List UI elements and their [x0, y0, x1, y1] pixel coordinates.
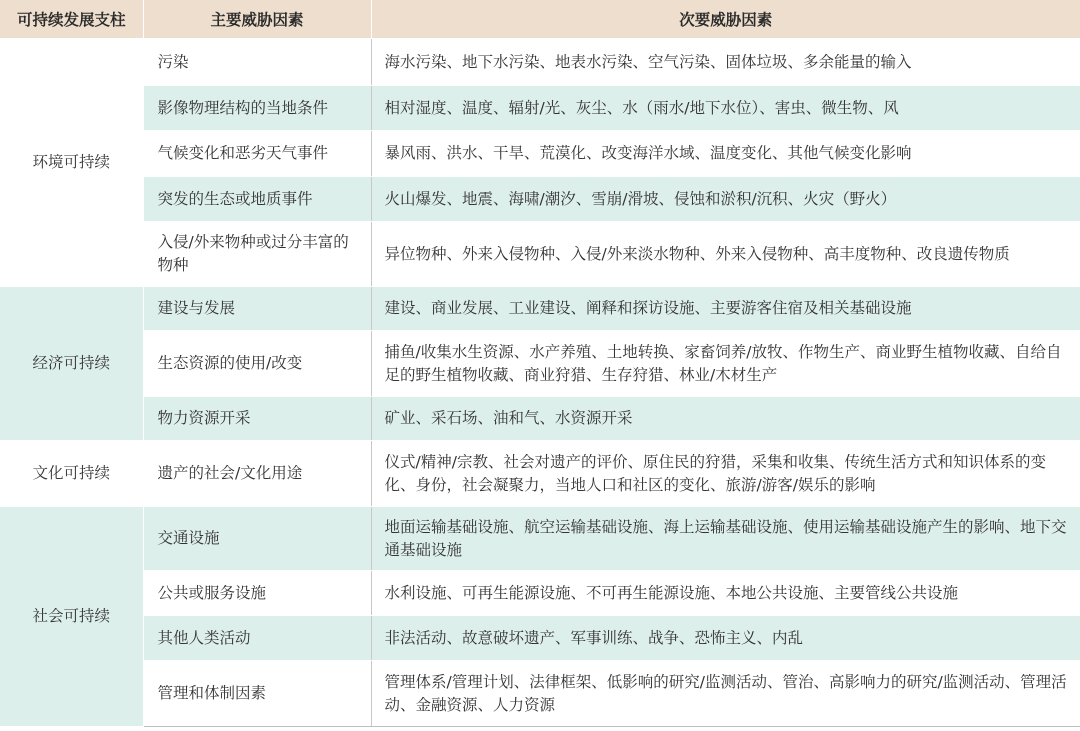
- primary-threat: 建设与发展: [143, 287, 371, 331]
- secondary-threats: 暴风雨、洪水、干旱、荒漠化、改变海洋水域、温度变化、其他气候变化影响: [371, 131, 1080, 177]
- table-row: [0, 441, 1080, 507]
- secondary-threats: 地面运输基础设施、航空运输基础设施、海上运输基础设施、使用运输基础设施产生的影响、地下交通基础设施: [371, 507, 1080, 571]
- pillar-cultural: 文化可持续: [0, 441, 143, 507]
- table-row: [0, 397, 1080, 441]
- secondary-threats: 仪式/精神/宗教、社会对遗产的评价、原住民的狩猎，采集和收集、传统生活方式和知识体系的变化、身份，社会凝聚力，当地人口和社区的变化、旅游/游客/娱乐的影响: [371, 441, 1080, 507]
- primary-threat: 污染: [143, 39, 371, 86]
- header-secondary-threats: 次要威胁因素: [371, 0, 1080, 39]
- table-row: [0, 616, 1080, 661]
- pillar-social: 社会可持续: [0, 507, 143, 727]
- secondary-threats: 水利设施、可再生能源设施、不可再生能源设施、本地公共设施、主要管线公共设施: [371, 571, 1080, 616]
- secondary-threats: 相对湿度、温度、辐射/光、灰尘、水（雨水/地下水位）、害虫、微生物、风: [371, 86, 1080, 131]
- primary-threat: 突发的生态或地质事件: [143, 177, 371, 222]
- secondary-threats: 海水污染、地下水污染、地表水污染、空气污染、固体垃圾、多余能量的输入: [371, 39, 1080, 86]
- header-pillar: 可持续发展支柱: [0, 0, 143, 39]
- secondary-threats: 捕鱼/收集水生资源、水产养殖、土地转换、家畜饲养/放牧、作物生产、商业野生植物收藏、自给自足的野生植物收藏、商业狩猎、生存狩猎、林业/木材生产: [371, 331, 1080, 397]
- table-row: [0, 661, 1080, 727]
- table-row: [0, 507, 1080, 571]
- primary-threat: 影像物理结构的当地条件: [143, 86, 371, 131]
- pillar-economic: 经济可持续: [0, 287, 143, 441]
- table-row: [0, 177, 1080, 222]
- secondary-threats: 建设、商业发展、工业建设、阐释和探访设施、主要游客住宿及相关基础设施: [371, 287, 1080, 331]
- secondary-threats: 火山爆发、地震、海啸/潮汐、雪崩/滑坡、侵蚀和淤积/沉积、火灾（野火）: [371, 177, 1080, 222]
- secondary-threats: 矿业、采石场、油和气、水资源开采: [371, 397, 1080, 441]
- primary-threat: 入侵/外来物种或过分丰富的物种: [143, 222, 371, 287]
- table-row: [0, 571, 1080, 616]
- primary-threat: 气候变化和恶劣天气事件: [143, 131, 371, 177]
- table-row: [0, 287, 1080, 331]
- secondary-threats: 管理体系/管理计划、法律框架、低影响的研究/监测活动、管治、高影响力的研究/监测活动、管理活动、金融资源、人力资源: [371, 661, 1080, 727]
- primary-threat: 其他人类活动: [143, 616, 371, 661]
- table-row: [0, 39, 1080, 86]
- table-row: [0, 86, 1080, 131]
- primary-threat: 管理和体制因素: [143, 661, 371, 727]
- header-primary-threats: 主要威胁因素: [143, 0, 371, 39]
- primary-threat: 交通设施: [143, 507, 371, 571]
- primary-threat: 公共或服务设施: [143, 571, 371, 616]
- primary-threat: 遗产的社会/文化用途: [143, 441, 371, 507]
- primary-threat: 生态资源的使用/改变: [143, 331, 371, 397]
- secondary-threats: 非法活动、故意破坏遗产、军事训练、战争、恐怖主义、内乱: [371, 616, 1080, 661]
- table-row: [0, 131, 1080, 177]
- table-row: [0, 331, 1080, 397]
- primary-threat: 物力资源开采: [143, 397, 371, 441]
- table-header-row: [0, 0, 1080, 39]
- secondary-threats: 异位物种、外来入侵物种、入侵/外来淡水物种、外来入侵物种、高丰度物种、改良遗传物质: [371, 222, 1080, 287]
- table-row: [0, 222, 1080, 287]
- pillar-environment: 环境可持续: [0, 39, 143, 287]
